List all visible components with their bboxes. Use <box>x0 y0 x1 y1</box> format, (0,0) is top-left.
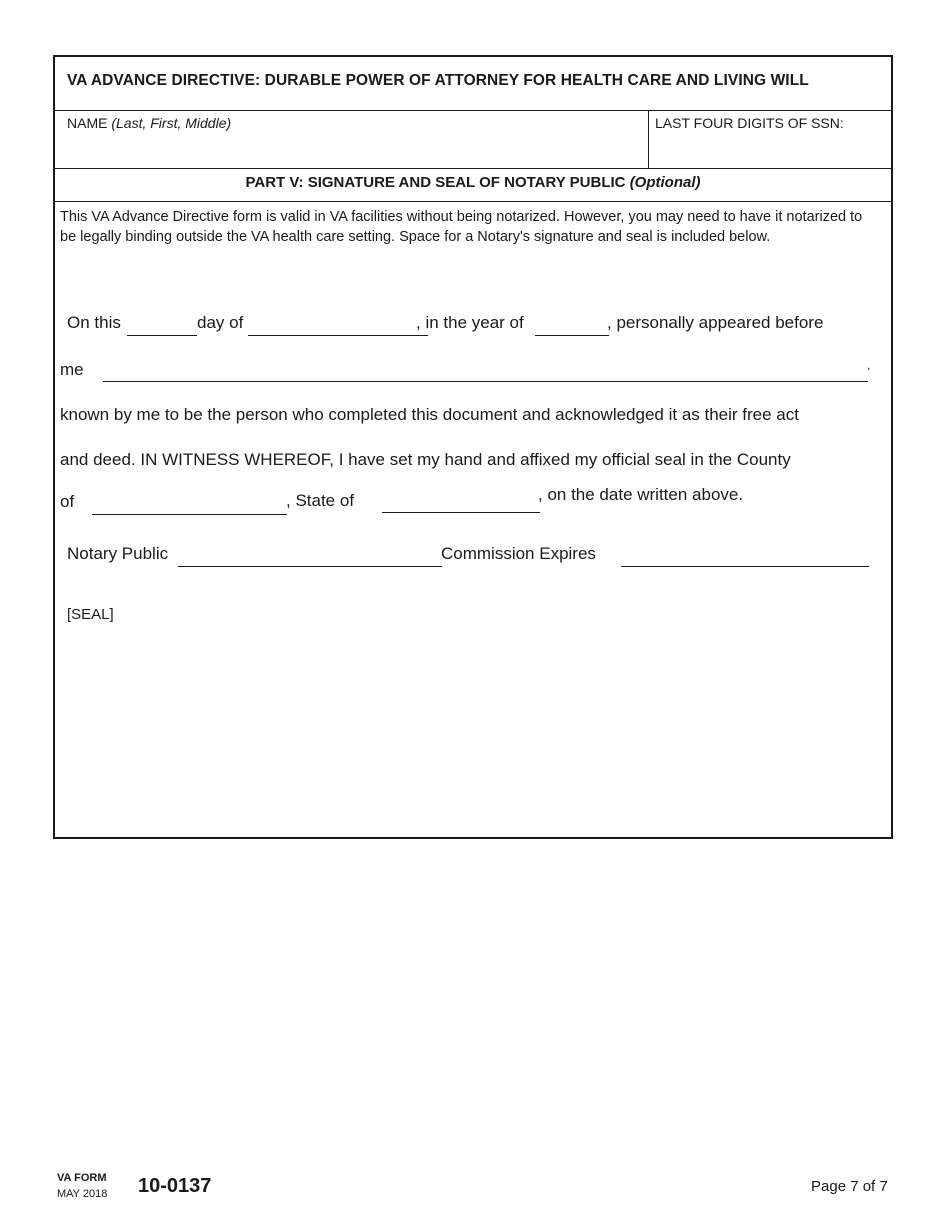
text-day-of: day of <box>197 313 244 332</box>
notary-form <box>53 55 893 839</box>
name-label <box>67 115 231 131</box>
text-me: me <box>60 360 84 379</box>
name-label-hint: (Last, First, Middle) <box>111 115 232 131</box>
commission-date-blank[interactable] <box>621 566 869 567</box>
footer-form-number: 10-0137 <box>138 1175 212 1197</box>
person-name-blank[interactable] <box>103 381 868 382</box>
part-title-text: PART V: SIGNATURE AND SEAL OF NOTARY PUBLIC <box>245 174 626 191</box>
intro-paragraph: This VA Advance Directive form is valid in VA facilities without being notarized. However, you may need to have it notarized to be legally binding outside the VA health care setting. Space for a Notary's signature and seal is included below. <box>60 209 863 245</box>
day-blank[interactable] <box>127 335 197 336</box>
name-field[interactable] <box>55 111 649 168</box>
text-state-of: , State of <box>286 491 355 510</box>
text-comma: , <box>867 358 871 372</box>
page-number: Page 7 of 7 <box>811 1178 888 1195</box>
commission-expires-label: Commission Expires <box>441 544 596 563</box>
statement-line-4: and deed. IN WITNESS WHEREOF, I have set my hand and affixed my official seal in the County <box>60 450 791 469</box>
form-title: VA ADVANCE DIRECTIVE: DURABLE POWER OF ATTORNEY FOR HEALTH CARE AND LIVING WILL <box>67 72 809 89</box>
part-optional: (Optional) <box>629 174 701 191</box>
form-header <box>55 57 891 111</box>
month-blank[interactable] <box>248 335 428 336</box>
part-header <box>55 169 891 202</box>
notary-signature-blank[interactable] <box>178 566 442 567</box>
footer-form-label: VA FORM <box>57 1172 107 1184</box>
state-blank[interactable] <box>382 512 540 513</box>
county-blank[interactable] <box>92 514 287 515</box>
text-date-written: , on the date written above. <box>538 485 744 504</box>
footer-form-date: MAY 2018 <box>57 1188 108 1200</box>
year-blank[interactable] <box>535 335 609 336</box>
text-of: of <box>60 492 75 511</box>
statement-line-3: known by me to be the person who completed this document and acknowledged it as their free act <box>60 405 799 424</box>
text-year-of: , in the year of <box>416 313 524 332</box>
identity-row <box>55 111 891 169</box>
ssn-label: LAST FOUR DIGITS OF SSN: <box>655 115 844 131</box>
text-appeared: , personally appeared before <box>607 313 824 332</box>
notary-public-label: Notary Public <box>67 544 169 563</box>
name-label-text: NAME <box>67 115 108 131</box>
part-title <box>55 174 891 191</box>
seal-label: [SEAL] <box>67 606 114 623</box>
text-on-this: On this <box>67 313 121 332</box>
ssn-field[interactable] <box>655 115 844 131</box>
